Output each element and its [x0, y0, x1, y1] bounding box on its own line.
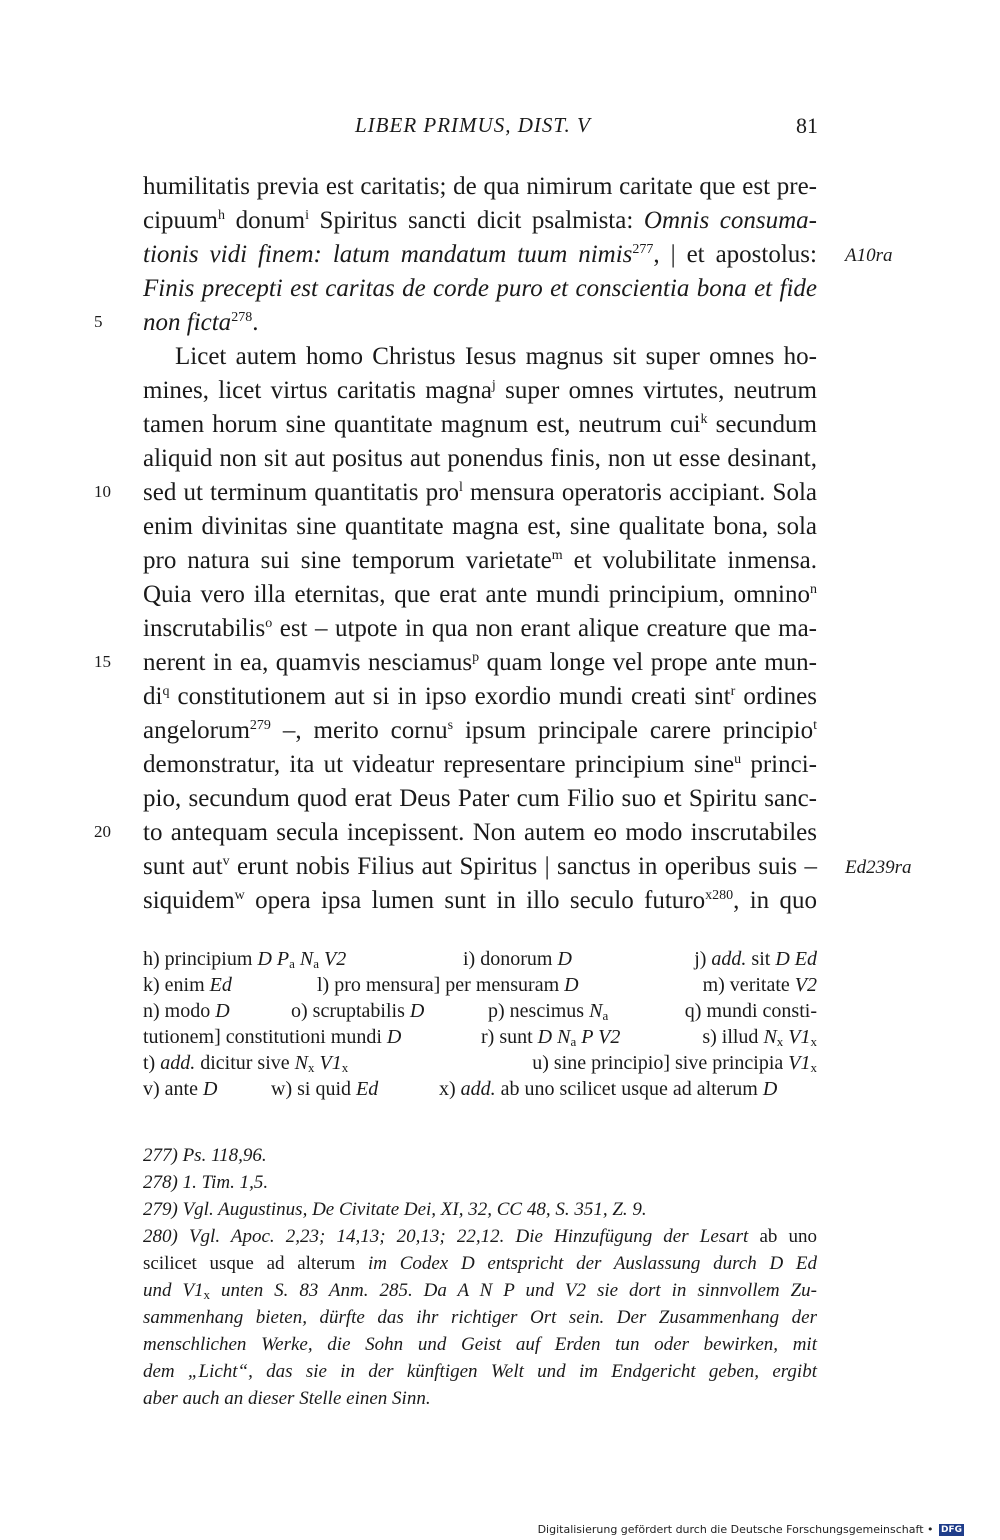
- text-line-16: $di^q$ constitutionem aut si in ipso exordio mundi creati sint$^r$ ordines: [143, 683, 817, 710]
- margin-note-a10ra: A10ra: [845, 245, 893, 266]
- text-line-13: Quia vero illa eternitas, que erat ante mundi principium, omnino$^n$: [143, 581, 817, 608]
- margin-note-ed239ra: Ed239ra: [845, 857, 912, 878]
- apparatus-line-4: [143, 1024, 817, 1050]
- text-line-12: pro natura sui sine temporum varietate$^m$ et volubilitate inmensa.: [143, 547, 817, 574]
- apparatus-entry-n: n) modo D: [143, 1000, 230, 1022]
- text-line-14: inscrutabilis$^o$ est – utpote in qua non erant alique creature que ma-: [143, 615, 817, 642]
- line-number-15: 15: [94, 652, 111, 671]
- apparatus-entry-u: u) sine principio] sive principia $V1_x$: [532, 1052, 817, 1075]
- text-line-10: sed ut terminum quantitatis pro$^l$ mensura operatoris accipiant. Sola: [143, 479, 818, 506]
- apparatus-entry-q-cont: tutionem] constitutioni mundi D: [143, 1026, 402, 1048]
- apparatus-line-3: [143, 998, 817, 1024]
- footnote-280-line-2: scilicet usque ad alterum im Codex D entspricht der Auslassung durch D Ed: [143, 1253, 817, 1274]
- line-number-10: 10: [94, 482, 111, 501]
- text-line-17: angelorum$^{279}$ –, merito cornu$^s$ ipsum principale carere principio$^t$: [143, 717, 817, 744]
- footnote-280-line-5: menschlichen Werke, die Sohn und Geist auf Erden tun oder bewirken, mit: [143, 1334, 817, 1355]
- apparatus-entry-s: s) illud $N_x$ $V1_x$: [702, 1026, 817, 1049]
- line-number-5: 5: [94, 312, 103, 331]
- footnote-279: 279) Vgl. Augustinus, De Civitate Dei, XI, 32, CC 48, S. 351, Z. 9.: [143, 1199, 647, 1220]
- footnote-278: 278) 1. Tim. 1,5.: [143, 1172, 269, 1193]
- text-line-1: humilitatis previa est caritatis; de qua nimirum caritate que est pre-: [143, 173, 817, 200]
- apparatus-entry-o: o) scruptabilis D: [291, 1000, 425, 1022]
- apparatus-entry-k: k) enim Ed: [143, 974, 232, 996]
- text-line-5: non ficta$^{278}$.: [143, 309, 259, 336]
- text-line-21: sunt aut$^v$ erunt nobis Filius aut Spiritus | sanctus in operibus suis –: [143, 853, 818, 880]
- apparatus-line-6: [143, 1076, 817, 1102]
- apparatus-entry-t: t) add. dicitur sive $N_x$ $V1_x$: [143, 1052, 349, 1075]
- dfg-logo-icon: DFG: [940, 1525, 962, 1535]
- text-line-15: nerent in ea, quamvis nesciamus$^p$ quam longe vel prope ante mun-: [143, 649, 817, 676]
- apparatus-line-5: [143, 1050, 817, 1076]
- running-header: [0, 113, 1000, 143]
- footnote-280-line-6: dem „Licht“, das sie in der künftigen Welt und im Endgericht geben, ergibt: [143, 1361, 817, 1382]
- footnote-277: 277) Ps. 118,96.: [143, 1145, 267, 1166]
- line-number-20: 20: [94, 822, 111, 841]
- text-line-19: pio, secundum quod erat Deus Pater cum Filio suo et Spiritu sanc-: [143, 785, 817, 812]
- digitization-credit: Digitalisierung gefördert durch die Deutsche Forschungsgemeinschaft • DFG: [537, 1523, 962, 1536]
- apparatus-line-1: [143, 946, 817, 972]
- footnote-280-line-1: 280) Vgl. Apoc. 2,23; 14,13; 20,13; 22,12. Die Hinzufügung der Lesart ab uno: [143, 1226, 818, 1247]
- text-line-6: Licet autem homo Christus Iesus magnus sit super omnes ho-: [175, 343, 817, 370]
- text-line-20: to antequam secula incepissent. Non autem eo modo inscrutabiles: [143, 819, 817, 846]
- text-line-2: cipuum$^h$ donum$^i$ Spiritus sancti dicit psalmista: Omnis consuma-: [143, 207, 817, 234]
- apparatus-entry-q: q) mundi consti-: [684, 1000, 817, 1022]
- apparatus-entry-j: j) add. sit D Ed: [694, 948, 817, 970]
- apparatus-entry-h: h) principium D $P_a$ $N_a$ V2: [143, 948, 347, 971]
- text-line-7: mines, licet virtus caritatis magna$^j$ super omnes virtutes, neutrum: [143, 377, 817, 404]
- text-line-18: demonstratur, ita ut videatur representare principium sine$^u$ princi-: [143, 751, 817, 778]
- apparatus-entry-v: v) ante D: [143, 1078, 218, 1100]
- text-line-11: enim divinitas sine quantitate magna est, sine qualitate bona, sola: [143, 513, 817, 540]
- apparatus-entry-w: w) si quid Ed: [271, 1078, 379, 1100]
- apparatus-line-2: [143, 972, 817, 998]
- apparatus-entry-p: p) nescimus $N_a$: [488, 1000, 609, 1023]
- apparatus-entry-m: m) veritate V2: [702, 974, 817, 996]
- page-number: 81: [796, 113, 818, 138]
- apparatus-entry-l: l) pro mensura] per mensuram D: [317, 974, 579, 996]
- apparatus-entry-i: i) donorum D: [463, 948, 572, 970]
- text-line-9: aliquid non sit aut positus aut ponendus finis, non ut esse desinant,: [143, 445, 817, 472]
- text-line-22: siquidem$^w$ opera ipsa lumen sunt in illo seculo futuro$^{x280}$, in quo: [143, 887, 817, 914]
- text-line-8: tamen horum sine quantitate magnum est, neutrum cui$^k$ secundum: [143, 411, 817, 438]
- footnote-280-line-3: und $V1_x$ unten S. 83 Anm. 285. Da A N P und V2 sie dort in sinnvollem Zu-: [143, 1280, 817, 1302]
- text-line-4: Finis precepti est caritas de corde puro et conscientia bona et fide: [143, 275, 817, 302]
- apparatus-entry-x: x) add. ab uno scilicet usque ad alterum D: [439, 1078, 778, 1100]
- footnote-280-line-7: aber auch an dieser Stelle einen Sinn.: [143, 1388, 431, 1409]
- apparatus-entry-r: r) sunt D $N_a$ P V2: [481, 1026, 621, 1049]
- running-title: LIBER PRIMUS, DIST. V: [355, 113, 591, 137]
- text-line-3: tionis vidi finem: latum mandatum tuum nimis$^{277}$, | et apostolus:: [143, 241, 817, 268]
- footnote-280-line-4: sammenhang bieten, dürfte das ihr richtiger Ort sein. Der Zusammenhang der: [143, 1307, 817, 1328]
